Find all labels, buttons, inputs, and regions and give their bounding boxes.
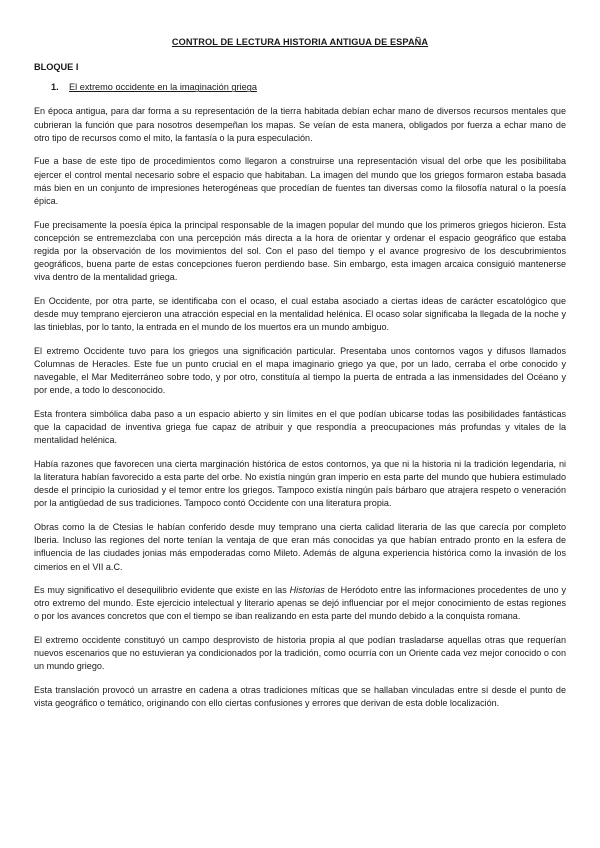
paragraph: Esta frontera simbólica daba paso a un espacio abierto y sin límites en el que podían ubicarse todas las posibilidades fantásticas que la capacidad de inventiva griega fue capaz de atribuir y que respondía a preocupaciones más profundas y vitales de la mentalidad helénica. <box>34 408 566 446</box>
paragraph: Había razones que favorecen una cierta marginación histórica de estos contornos, ya que ni la historia ni la tradición legendaria, ni la literatura habían favorecido a esta parte del orbe. No existía ningún gran imperio en esta parte del mundo que hubiera estimulado desde el principio la curiosidad y el temor entre los griegos. Tampoco existía ningún país bárbaro que atrajera respeto o veneración por la antigüedad de sus tradiciones. Tampoco contó Occidente con una literatura propia. <box>34 458 566 509</box>
paragraph: Esta translación provocó un arrastre en cadena a otras tradiciones míticas que se hallaban vinculadas entre sí desde el punto de vista geográfico o temático, originando con ello ciertas confusiones y errores que derivan de esta doble localización. <box>34 685 566 709</box>
paragraph: El extremo occidente constituyó un campo desprovisto de historia propia al que podían trasladarse aquellas otras que requerían nuevos escenarios que no estuvieran ya condicionados por la tradición, como ocurría con un Oriente cada vez mejor conocido o con un mundo griego. <box>34 635 566 672</box>
section-title: El extremo occidente en la imaginación griega <box>69 82 257 93</box>
paragraph-text: de Heródoto entre las informaciones procedentes de uno y otro extremo del mundo. Este ejercicio intelectual y literario apenas se dejó influenciar por el mejor conocimiento de estas regiones o por los avances concretos que con el tiempo se iban realizando en esta parte del mundo debido a la conquista romana. <box>34 585 566 622</box>
paragraph: Obras como la de Ctesias le habían conferido desde muy temprano una cierta calidad literaria de las que carecía por completo Iberia. Incluso las regiones del norte tenían la ventaja de que eran más conocidas ya que habían entrado pronto en la esfera de influencia de las ciudades jonias más empoderadas como Mileto. Además de alguna experiencia histórica como la invasión de los cimerios en el VII a.C. <box>34 522 566 572</box>
section-heading <box>51 81 566 94</box>
paragraph: El extremo Occidente tuvo para los griegos una significación particular. Presentaba unos contornos vagos y difusos llamados Columnas de Heracles. Este fue un punto crucial en el mapa imaginario griego ya que, por un lado, cerraba el orbe conocido y navegable, el Mar Mediterráneo sobre todo, y por otro, constituía al tiempo la puerta de entrada a las inmensidades del Océano y por ende, a todo lo desconocido. <box>34 345 566 396</box>
paragraph-text: Es muy significativo el desequilibrio evidente que existe en las <box>34 585 290 596</box>
section-number: 1. <box>51 82 59 93</box>
paragraph: Fue precisamente la poesía épica la principal responsable de la imagen popular del mundo que los primeros griegos hicieron. Esta concepción se entremezclaba con una percepción más directa a la hora de orientar y ordenar el espacio geográfico que estaba regida por la observación de los movimientos del sol. Con el paso del tiempo y el avance progresivo de los descubrimientos geográficos, buena parte de estas concepciones fueron perdiendo base. Sin embargo, esta imagen arcaica consiguió mantenerse viva dentro de la mentalidad griega. <box>34 219 566 283</box>
paragraph: En época antigua, para dar forma a su representación de la tierra habitada debían echar mano de diversos recursos mentales que cubrieran la función que para nosotros desempeñan los mapas. Se veían de esta manera, obligados por fuerza a echar mano de otro tipo de recursos como el mito, la fantasía o la pura especulación. <box>34 106 566 143</box>
document-title: CONTROL DE LECTURA HISTORIA ANTIGUA DE ESPAÑA <box>171 37 429 47</box>
book-title-historias: Historias <box>289 585 325 596</box>
paragraph: En Occidente, por otra parte, se identificaba con el ocaso, el cual estaba asociado a ciertas ideas de carácter escatológico que desde muy temprano ejercieron una atracción especial en la mentalidad helénica. El ocaso solar significaba la llegada de la noche y las tinieblas, por lo tanto, la entrada en el mundo de los muertos era un mundo ambiguo. <box>34 295 566 333</box>
block-label: BLOQUE I <box>34 62 79 73</box>
paragraph: Fue a base de este tipo de procedimientos como llegaron a construirse una representación visual del orbe que les posibilitaba ejercer el control mental necesario sobre el espacio que habitaban. La imagen del mundo que los griegos formaron estaba basada más bien en un conjunto de impresiones heterogéneas que procedían de fuentes tan diversas como la filosofía natural o la poesía épica. <box>34 156 566 206</box>
paragraph-herodoto <box>34 584 566 623</box>
